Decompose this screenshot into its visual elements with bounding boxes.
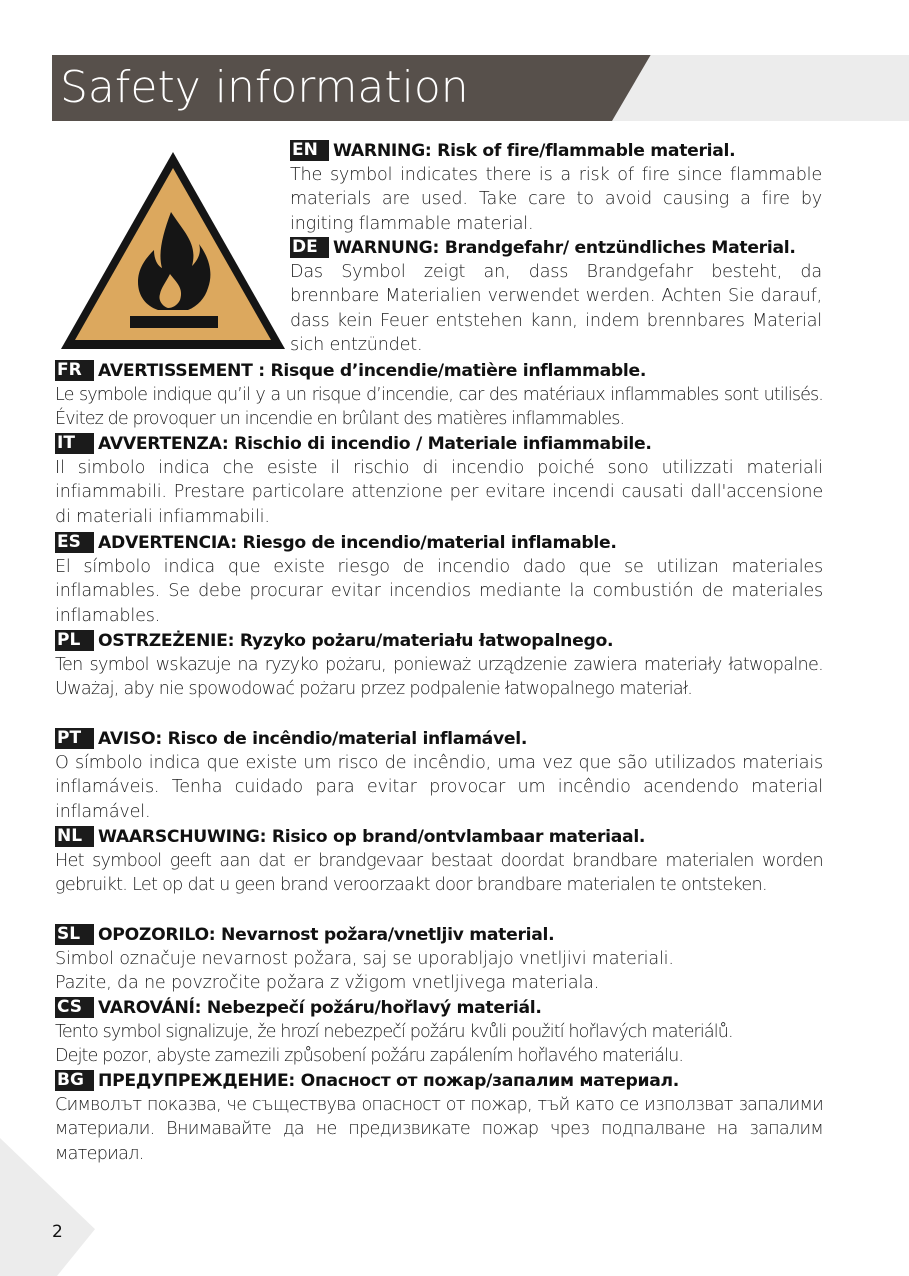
page-number: 2 — [52, 1222, 63, 1242]
language-code-badge: NL — [55, 826, 94, 847]
language-code-badge: PL — [55, 630, 94, 651]
warning-text: Символът показва, че съществува опасност от пожар, тъй като се използват запалими материали. Внимавайте да не предизвикате пожар чрез подпалване на запалим материал. — [55, 1095, 823, 1164]
section-heading — [290, 236, 822, 260]
warning-text-line: Pazite, da ne povzročite požara z vžigom vnetljivega materiala. — [55, 973, 600, 994]
warning-title: ПРЕДУПРЕЖДЕНИЕ: Опасност от пожар/запалим материал. — [98, 1071, 680, 1091]
section-heading — [55, 531, 823, 555]
language-code-badge: PT — [55, 728, 94, 749]
section-sl — [55, 923, 823, 996]
section-de — [290, 236, 822, 358]
section-heading — [55, 1069, 823, 1093]
section-fr — [55, 359, 823, 432]
warning-title: WARNING: Risk of fire/flammable material. — [333, 141, 736, 161]
language-code-badge: CS — [55, 997, 94, 1018]
language-code-badge: EN — [290, 140, 329, 161]
warning-title: VAROVÁNÍ: Nebezpečí požáru/hořlavý materiál. — [98, 998, 542, 1018]
warning-text: Il simbolo indica che esiste il rischio di incendio poiché sono utilizzati materiali infiammabili. Prestare particolare attenzione per evitare incendi causati dall'accensione di materiali infiammabili. — [55, 458, 823, 527]
warning-title: WARNUNG: Brandgefahr/ entzündliches Material. — [333, 238, 796, 258]
page-title: Safety information — [60, 62, 469, 113]
language-code-badge: BG — [55, 1070, 94, 1091]
section-heading — [55, 432, 823, 456]
warning-text — [55, 947, 823, 996]
section-pt — [55, 727, 823, 824]
section-heading — [290, 139, 822, 163]
section-en — [290, 139, 822, 236]
flammable-material-warning-icon — [58, 148, 288, 353]
warning-title: WAARSCHUWING: Risico op brand/ontvlambaar materiaal. — [98, 827, 646, 847]
section-heading — [55, 727, 823, 751]
warning-text: Ten symbol wskazuje na ryzyko pożaru, ponieważ urządzenie zawiera materiały łatwopalne. Uważaj, aby nie spowodować pożaru przez podpalenie łatwopalnego materiał. — [55, 655, 823, 700]
section-pl — [55, 629, 823, 702]
warning-text — [55, 1020, 823, 1069]
language-code-badge: ES — [55, 532, 94, 553]
section-nl — [55, 825, 823, 898]
section-heading — [55, 923, 823, 947]
warning-text-line: Tento symbol signalizuje, že hrozí nebezpečí požáru kvůli použití hořlavých materiálů. — [55, 1022, 733, 1042]
warning-title: AVVERTENZA: Rischio di incendio / Materiale infiammabile. — [98, 434, 652, 454]
warning-title: OPOZORILO: Nevarnost požara/vnetljiv material. — [98, 925, 555, 945]
warning-text-line: Simbol označuje nevarnost požara, saj se uporabljajo vnetljivi materiali. — [55, 949, 674, 969]
section-it — [55, 432, 823, 529]
language-code-badge: SL — [55, 924, 94, 945]
section-es — [55, 531, 823, 628]
section-heading — [55, 359, 823, 383]
language-code-badge: DE — [290, 237, 329, 258]
warning-title: OSTRZEŻENIE: Ryzyko pożaru/materiału łatwopalnego. — [98, 631, 614, 651]
section-heading — [55, 996, 823, 1020]
warning-text-line: Dejte pozor, abyste zamezili způsobení požáru zapálením hořlavého materiálu. — [55, 1046, 684, 1067]
warning-title: AVERTISSEMENT : Risque d’incendie/matière inflammable. — [98, 361, 647, 381]
fire-hazard-triangle-icon — [58, 148, 288, 353]
warning-text: The symbol indicates there is a risk of fire since flammable materials are used. Take care to avoid causing a fire by ingiting flammable material. — [290, 165, 822, 234]
section-heading — [55, 629, 823, 653]
warning-text: Das Symbol zeigt an, dass Brandgefahr besteht, da brennbare Materialien verwendet werden. Achten Sie darauf, dass kein Feuer entstehen kann, indem brennbares Material sich entzündet. — [290, 262, 822, 356]
section-cs — [55, 996, 823, 1069]
warning-text: Het symbool geeft aan dat er brandgevaar bestaat doordat brandbare materialen worden gebruikt. Let op dat u geen brand veroorzaakt door brandbare materialen te ontsteken. — [55, 851, 823, 896]
language-code-badge: IT — [55, 433, 94, 454]
warning-text: Le symbole indique qu’il y a un risque d’incendie, car des matériaux inflammables sont utilisés. Évitez de provoquer un incendie en brûlant des matières inflammables. — [55, 385, 823, 430]
section-bg — [55, 1069, 823, 1166]
warning-title: AVISO: Risco de incêndio/material inflamável. — [98, 729, 528, 749]
section-heading — [55, 825, 823, 849]
warning-text: O símbolo indica que existe um risco de incêndio, uma vez que são utilizados materiais inflamáveis. Tenha cuidado para evitar provocar um incêndio acendendo material inflamável. — [55, 753, 823, 822]
warning-text: El símbolo indica que existe riesgo de incendio dado que se utilizan materiales inflamables. Se debe procurar evitar incendios mediante la combustión de materiales inflamables. — [55, 557, 823, 626]
warning-title: ADVERTENCIA: Riesgo de incendio/material inflamable. — [98, 533, 617, 553]
language-code-badge: FR — [55, 360, 94, 381]
header-tab-decoration — [612, 55, 909, 121]
